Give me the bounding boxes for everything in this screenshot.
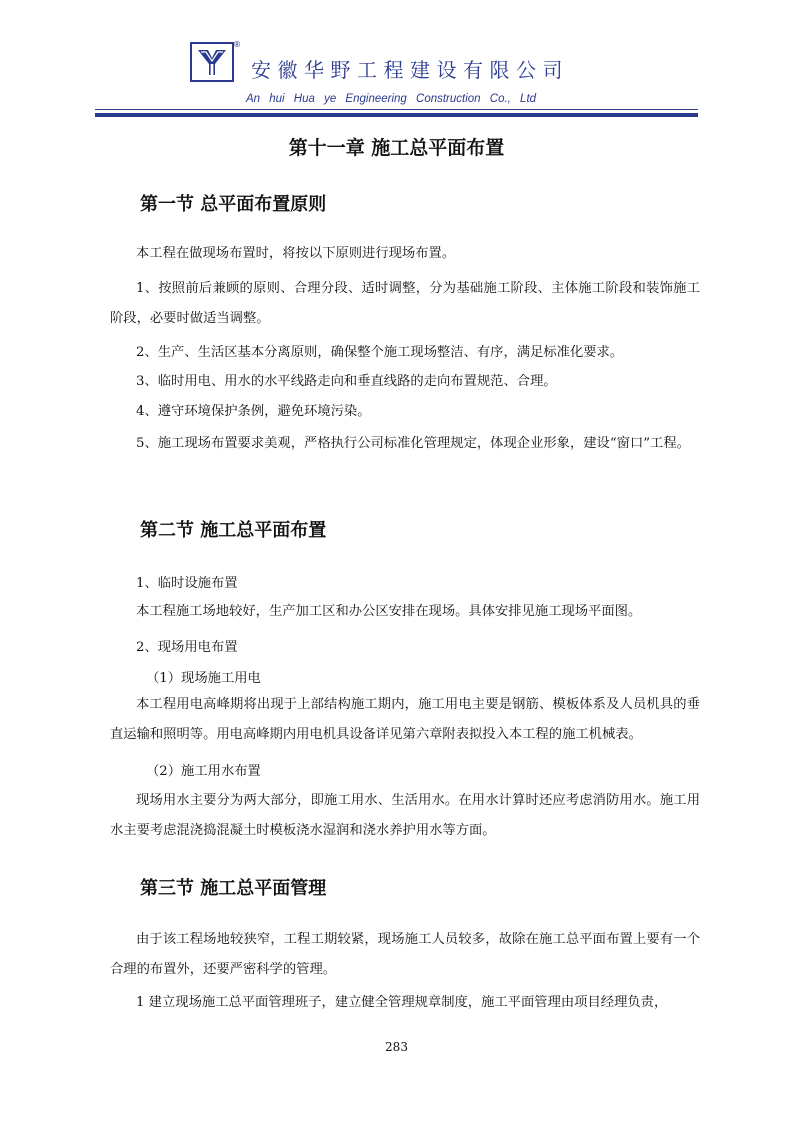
page-header (0, 0, 793, 125)
list-item: 5、施工现场布置要求美观，严格执行公司标准化管理规定，体现企业形象，建设“窗口”工程。 (136, 436, 690, 451)
chapter-title: 第十一章 施工总平面布置 (288, 137, 505, 159)
paragraph: 由于该工程场地较狭窄，工程工期较紧，现场施工人员较多，故除在施工总平面布置上要有一个合理的布置外，还要严密科学的管理。 (110, 932, 700, 977)
company-name-cn: 安徽华野工程建设有限公司 (251, 58, 569, 82)
item-heading: 2、现场用电布置 (136, 640, 238, 655)
paragraph: 1 建立现场施工总平面管理班子，建立健全管理规章制度，施工平面管理由项目经理负责， (136, 995, 668, 1010)
paragraph: 本工程用电高峰期将出现于上部结构施工期内，施工用电主要是钢筋、模板体系及人员机具的垂直运输和照明等。用电高峰期内用电机具设备详见第六章附表拟投入本工程的施工机械表。 (110, 697, 700, 742)
paragraph: 现场用水主要分为两大部分，即施工用水、生活用水。在用水计算时还应考虑消防用水。施工用水主要考虑混浇捣混凝土时模板浇水湿润和浇水养护用水等方面。 (110, 793, 700, 838)
company-logo-icon (190, 42, 234, 82)
section-title-1: 第一节 总平面布置原则 (140, 194, 327, 215)
list-item: 2、生产、生活区基本分离原则，确保整个施工现场整洁、有序，满足标准化要求。 (136, 345, 624, 360)
paragraph: 本工程在做现场布置时，将按以下原则进行现场布置。 (136, 246, 456, 261)
item-heading: 1、临时设施布置 (136, 576, 238, 591)
paragraph: 本工程施工场地较好，生产加工区和办公区安排在现场。具体安排见施工现场平面图。 (136, 604, 642, 619)
section-title-2: 第二节 施工总平面布置 (140, 520, 327, 541)
header-divider-thick (95, 113, 698, 117)
page-number: 283 (385, 1040, 408, 1054)
sub-heading: （2）施工用水布置 (146, 764, 261, 779)
section-title-3: 第三节 施工总平面管理 (140, 878, 327, 899)
company-name-en: An hui Hua ye Engineering Construction Co., Ltd (246, 93, 537, 105)
list-item: 1、按照前后兼顾的原则、合理分段、适时调整，分为基础施工阶段、主体施工阶段和装饰施工阶段，必要时做适当调整。 (110, 281, 700, 326)
sub-heading: （1）现场施工用电 (146, 671, 261, 686)
header-divider-thin (95, 109, 698, 110)
registered-mark: ® (233, 40, 241, 49)
list-item: 3、临时用电、用水的水平线路走向和垂直线路的走向布置规范、合理。 (136, 374, 557, 389)
list-item: 4、遵守环境保护条例，避免环境污染。 (136, 404, 371, 419)
